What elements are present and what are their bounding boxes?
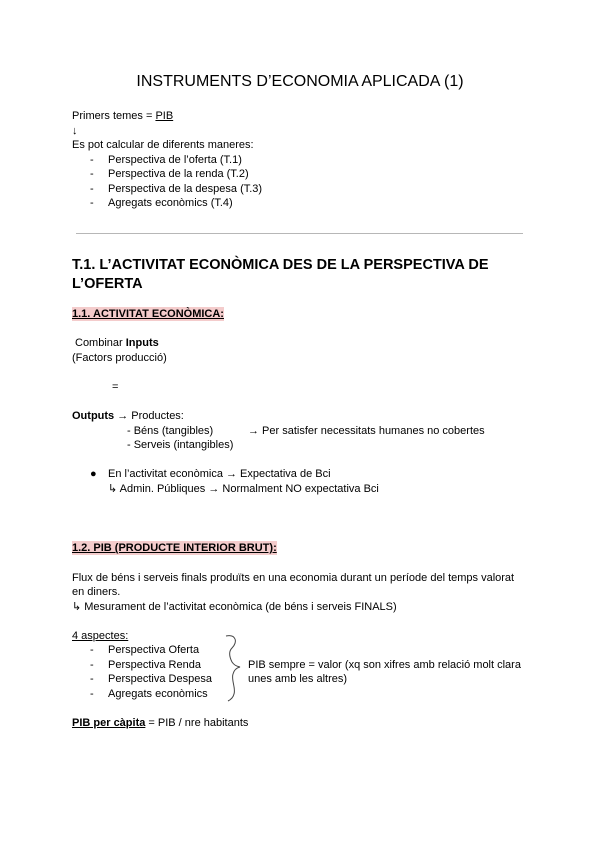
aspect-item: Agregats econòmics bbox=[108, 688, 208, 700]
aspectes-heading: 4 aspectes: bbox=[72, 630, 129, 642]
outputs-line bbox=[72, 409, 184, 423]
dash-icon: - bbox=[90, 168, 94, 180]
pib-capita-formula: = PIB / nre habitants bbox=[145, 717, 249, 729]
factors-text: (Factors producció) bbox=[72, 352, 167, 364]
bullet-text: En l’activitat econòmica → Expectativa de Bci bbox=[108, 468, 331, 480]
pib-note-line2: unes amb les altres) bbox=[248, 673, 348, 685]
satisfer-text: → Per satisfer necessitats humanes no cobertes bbox=[248, 425, 485, 437]
admin-text: ↳ Admin. Públiques → Normalment NO expectativa Bci bbox=[108, 483, 379, 495]
section-heading-line2: L’OFERTA bbox=[72, 276, 143, 292]
intro-item: Perspectiva de la renda (T.2) bbox=[108, 168, 249, 180]
serveis-text: - Serveis (intangibles) bbox=[127, 439, 234, 451]
outputs-text: Outputs bbox=[72, 410, 115, 422]
dash-icon: - bbox=[90, 154, 94, 166]
aspect-item: Perspectiva Despesa bbox=[108, 673, 212, 685]
intro-prefix: Primers temes = bbox=[72, 110, 156, 122]
intro-item: Agregats econòmics (T.4) bbox=[108, 197, 233, 209]
down-arrow: ↓ bbox=[72, 125, 78, 137]
aspect-item: Perspectiva Oferta bbox=[108, 644, 200, 656]
dash-icon: - bbox=[90, 673, 94, 685]
equals-sign: = bbox=[112, 381, 119, 393]
combinar-line bbox=[75, 336, 159, 350]
productes-text: → Productes: bbox=[114, 410, 184, 422]
intro-item: Perspectiva de l’oferta (T.1) bbox=[108, 154, 242, 166]
bullet-icon: ● bbox=[90, 468, 97, 480]
page-title: INSTRUMENTS D’ECONOMIA APLICADA (1) bbox=[136, 73, 464, 90]
flux-line1: Flux de béns i serveis finals produïts en una economia durant un període del temps valorat bbox=[72, 572, 515, 584]
bens-text: - Béns (tangibles) bbox=[127, 425, 214, 437]
mesurament-text: ↳ Mesurament de l’activitat econòmica (de béns i serveis FINALS) bbox=[72, 601, 397, 613]
dash-icon: - bbox=[90, 644, 94, 656]
dash-icon: - bbox=[90, 688, 94, 700]
flux-line2: en diners. bbox=[72, 586, 121, 598]
pib-capita-line bbox=[72, 716, 248, 730]
pib-capita-label: PIB per càpita bbox=[72, 717, 146, 729]
subsection-heading-1-1: 1.1. ACTIVITAT ECONÒMICA: bbox=[72, 308, 224, 320]
pib-note-line1: PIB sempre = valor (xq son xifres amb relació molt clara bbox=[248, 659, 521, 671]
dash-icon: - bbox=[90, 659, 94, 671]
dash-icon: - bbox=[90, 183, 94, 195]
intro-pib: PIB bbox=[155, 110, 174, 122]
section-heading-line1: T.1. L’ACTIVITAT ECONÒMICA DES DE LA PERSPECTIVA DE bbox=[72, 257, 489, 273]
curly-brace-icon bbox=[220, 634, 246, 702]
combinar-text: Combinar bbox=[75, 337, 126, 349]
dash-icon: - bbox=[90, 197, 94, 209]
intro-item: Perspectiva de la despesa (T.3) bbox=[108, 183, 263, 195]
inputs-text: Inputs bbox=[125, 337, 159, 349]
horizontal-divider bbox=[76, 233, 523, 234]
intro-calc: Es pot calcular de diferents maneres: bbox=[72, 139, 254, 151]
subsection-heading-1-2: 1.2. PIB (PRODUCTE INTERIOR BRUT): bbox=[72, 542, 277, 554]
aspect-item: Perspectiva Renda bbox=[108, 659, 201, 671]
intro-line bbox=[72, 109, 173, 123]
